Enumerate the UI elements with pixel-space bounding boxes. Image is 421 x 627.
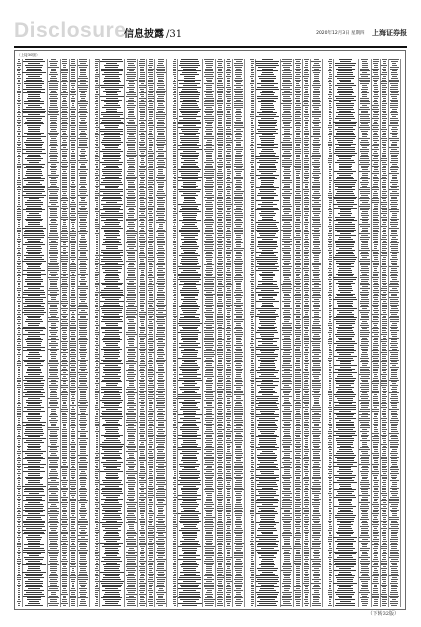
newspaper-name: 上海证券报 [372,28,407,37]
page-number: /31 [166,29,182,40]
table-columns [17,59,403,607]
issue-info [316,27,407,37]
continued-from-note: （上接30版） [17,53,40,58]
issue-date: 2020年12月3日 星期四 [316,31,364,36]
section-title [124,25,182,40]
table-column [17,59,92,607]
header-rule [14,46,407,48]
disclosure-table [14,50,406,610]
section-title-text: 信息披露 [124,29,164,40]
masthead [14,20,407,42]
brand-wordmark: Disclosure [14,20,126,42]
